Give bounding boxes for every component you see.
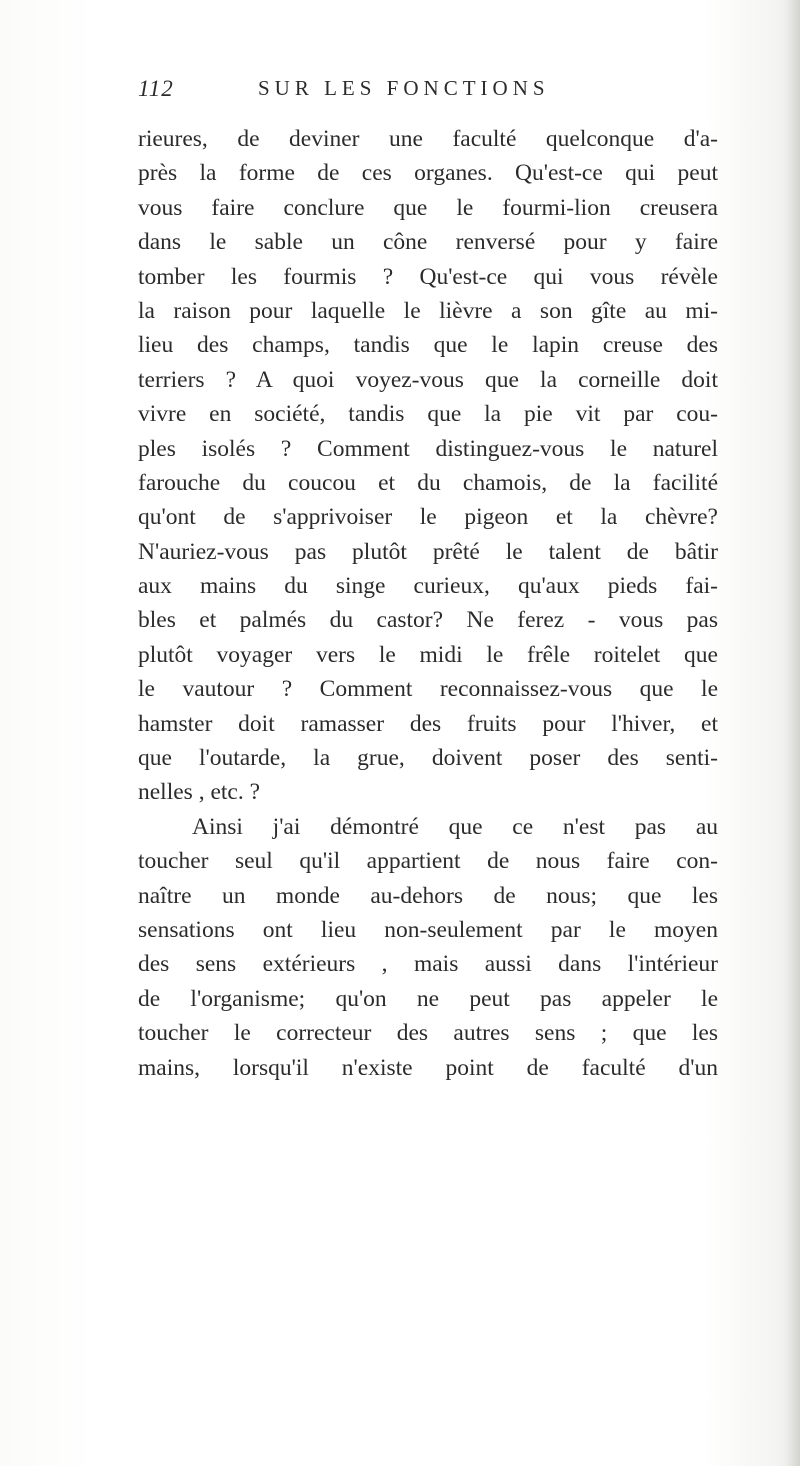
text-line: le vautour ? Comment reconnaissez-vous que le xyxy=(138,676,718,703)
text-line: rieures, de deviner une faculté quelconque d'a- xyxy=(138,126,718,152)
text-line: tomber les fourmis ? Qu'est-ce qui vous révèle xyxy=(138,263,718,290)
body-text xyxy=(138,122,718,1085)
text-line: des sens extérieurs , mais aussi dans l'intérieur xyxy=(138,951,718,978)
text-line: hamster doit ramasser des fruits pour l'hiver, et xyxy=(138,710,718,737)
text-line: de l'organisme; qu'on ne peut pas appeler le xyxy=(138,985,718,1012)
text-line: ples isolés ? Comment distinguez-vous le naturel xyxy=(138,435,718,462)
text-line: que l'outarde, la grue, doivent poser des senti- xyxy=(138,745,718,772)
text-line: qu'ont de s'apprivoiser le pigeon et la chèvre? xyxy=(138,504,718,531)
text-line: terriers ? A quoi voyez-vous que la corneille doit xyxy=(138,366,718,393)
text-line: N'auriez-vous pas plutôt prêté le talent de bâtir xyxy=(138,538,718,565)
text-line: plutôt voyager vers le midi le frêle roitelet que xyxy=(138,641,718,668)
text-line: toucher seul qu'il appartient de nous faire con- xyxy=(138,848,718,875)
text-line: bles et palmés du castor? Ne ferez - vous pas xyxy=(138,607,718,634)
page-number: 112 xyxy=(138,76,174,101)
text-line: sensations ont lieu non-seulement par le moyen xyxy=(138,916,718,943)
running-title: SUR LES FONCTIONS xyxy=(258,76,550,100)
text-line: farouche du coucou et du chamois, de la facilité xyxy=(138,469,718,496)
page-edge-shadow xyxy=(786,0,800,1466)
text-line: vous faire conclure que le fourmi-lion creusera xyxy=(138,194,718,221)
text-line: la raison pour laquelle le lièvre a son gîte au mi- xyxy=(138,297,718,324)
text-line: aux mains du singe curieux, qu'aux pieds fai- xyxy=(138,573,718,600)
text-line: lieu des champs, tandis que le lapin creuse des xyxy=(138,332,718,359)
running-head xyxy=(138,76,718,106)
text-line: mains, lorsqu'il n'existe point de faculté d'un xyxy=(138,1054,718,1081)
text-line: naître un monde au-dehors de nous; que les xyxy=(138,882,718,909)
text-line: nelles , etc. ? xyxy=(138,779,261,806)
text-line: près la forme de ces organes. Qu'est-ce qui peut xyxy=(138,160,718,187)
text-line: vivre en société, tandis que la pie vit par cou- xyxy=(138,401,718,428)
paragraph-first-line: Ainsi j'ai démontré que ce n'est pas au xyxy=(192,813,718,840)
text-line: toucher le correcteur des autres sens ; que les xyxy=(138,1020,718,1047)
text-line: dans le sable un cône renversé pour y faire xyxy=(138,229,718,256)
